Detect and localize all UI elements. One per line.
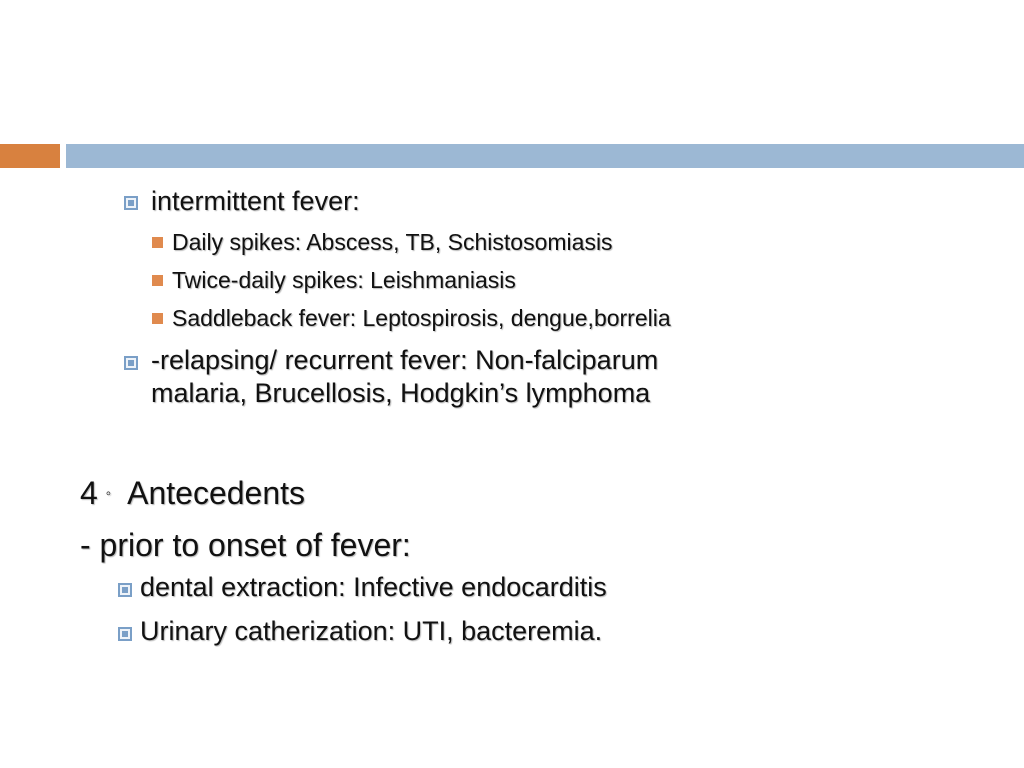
antecedent-item: dental extraction: Infective endocarditis (140, 572, 607, 602)
square-bullet-icon (152, 237, 163, 248)
intermittent-heading: intermittent fever: (151, 186, 360, 216)
header-bar (66, 144, 1024, 168)
box-bullet-icon (124, 356, 138, 370)
intermittent-item: Daily spikes: Abscess, TB, Schistosomiasis (172, 229, 613, 255)
relapsing-line-1: -relapsing/ recurrent fever: Non-falciparum (151, 345, 659, 375)
intermittent-item: Saddleback fever: Leptospirosis, dengue,borrelia (172, 305, 671, 331)
square-bullet-icon (152, 313, 163, 324)
relapsing-line-2: malaria, Brucellosis, Hodgkin’s lymphoma (151, 378, 651, 408)
antecedent-item: Urinary catherization: UTI, bacteremia. (140, 616, 603, 646)
section-number: 4 (80, 475, 98, 511)
box-bullet-icon (118, 627, 132, 641)
prior-heading: - prior to onset of fever: (80, 527, 411, 563)
section-title: Antecedents (127, 475, 306, 511)
square-bullet-icon (152, 275, 163, 286)
box-bullet-icon (118, 583, 132, 597)
header-accent-bar (0, 144, 60, 168)
box-bullet-icon (124, 196, 138, 210)
intermittent-item: Twice-daily spikes: Leishmaniasis (172, 267, 516, 293)
section-separator: ◦ (105, 485, 112, 503)
section-heading (80, 475, 305, 512)
